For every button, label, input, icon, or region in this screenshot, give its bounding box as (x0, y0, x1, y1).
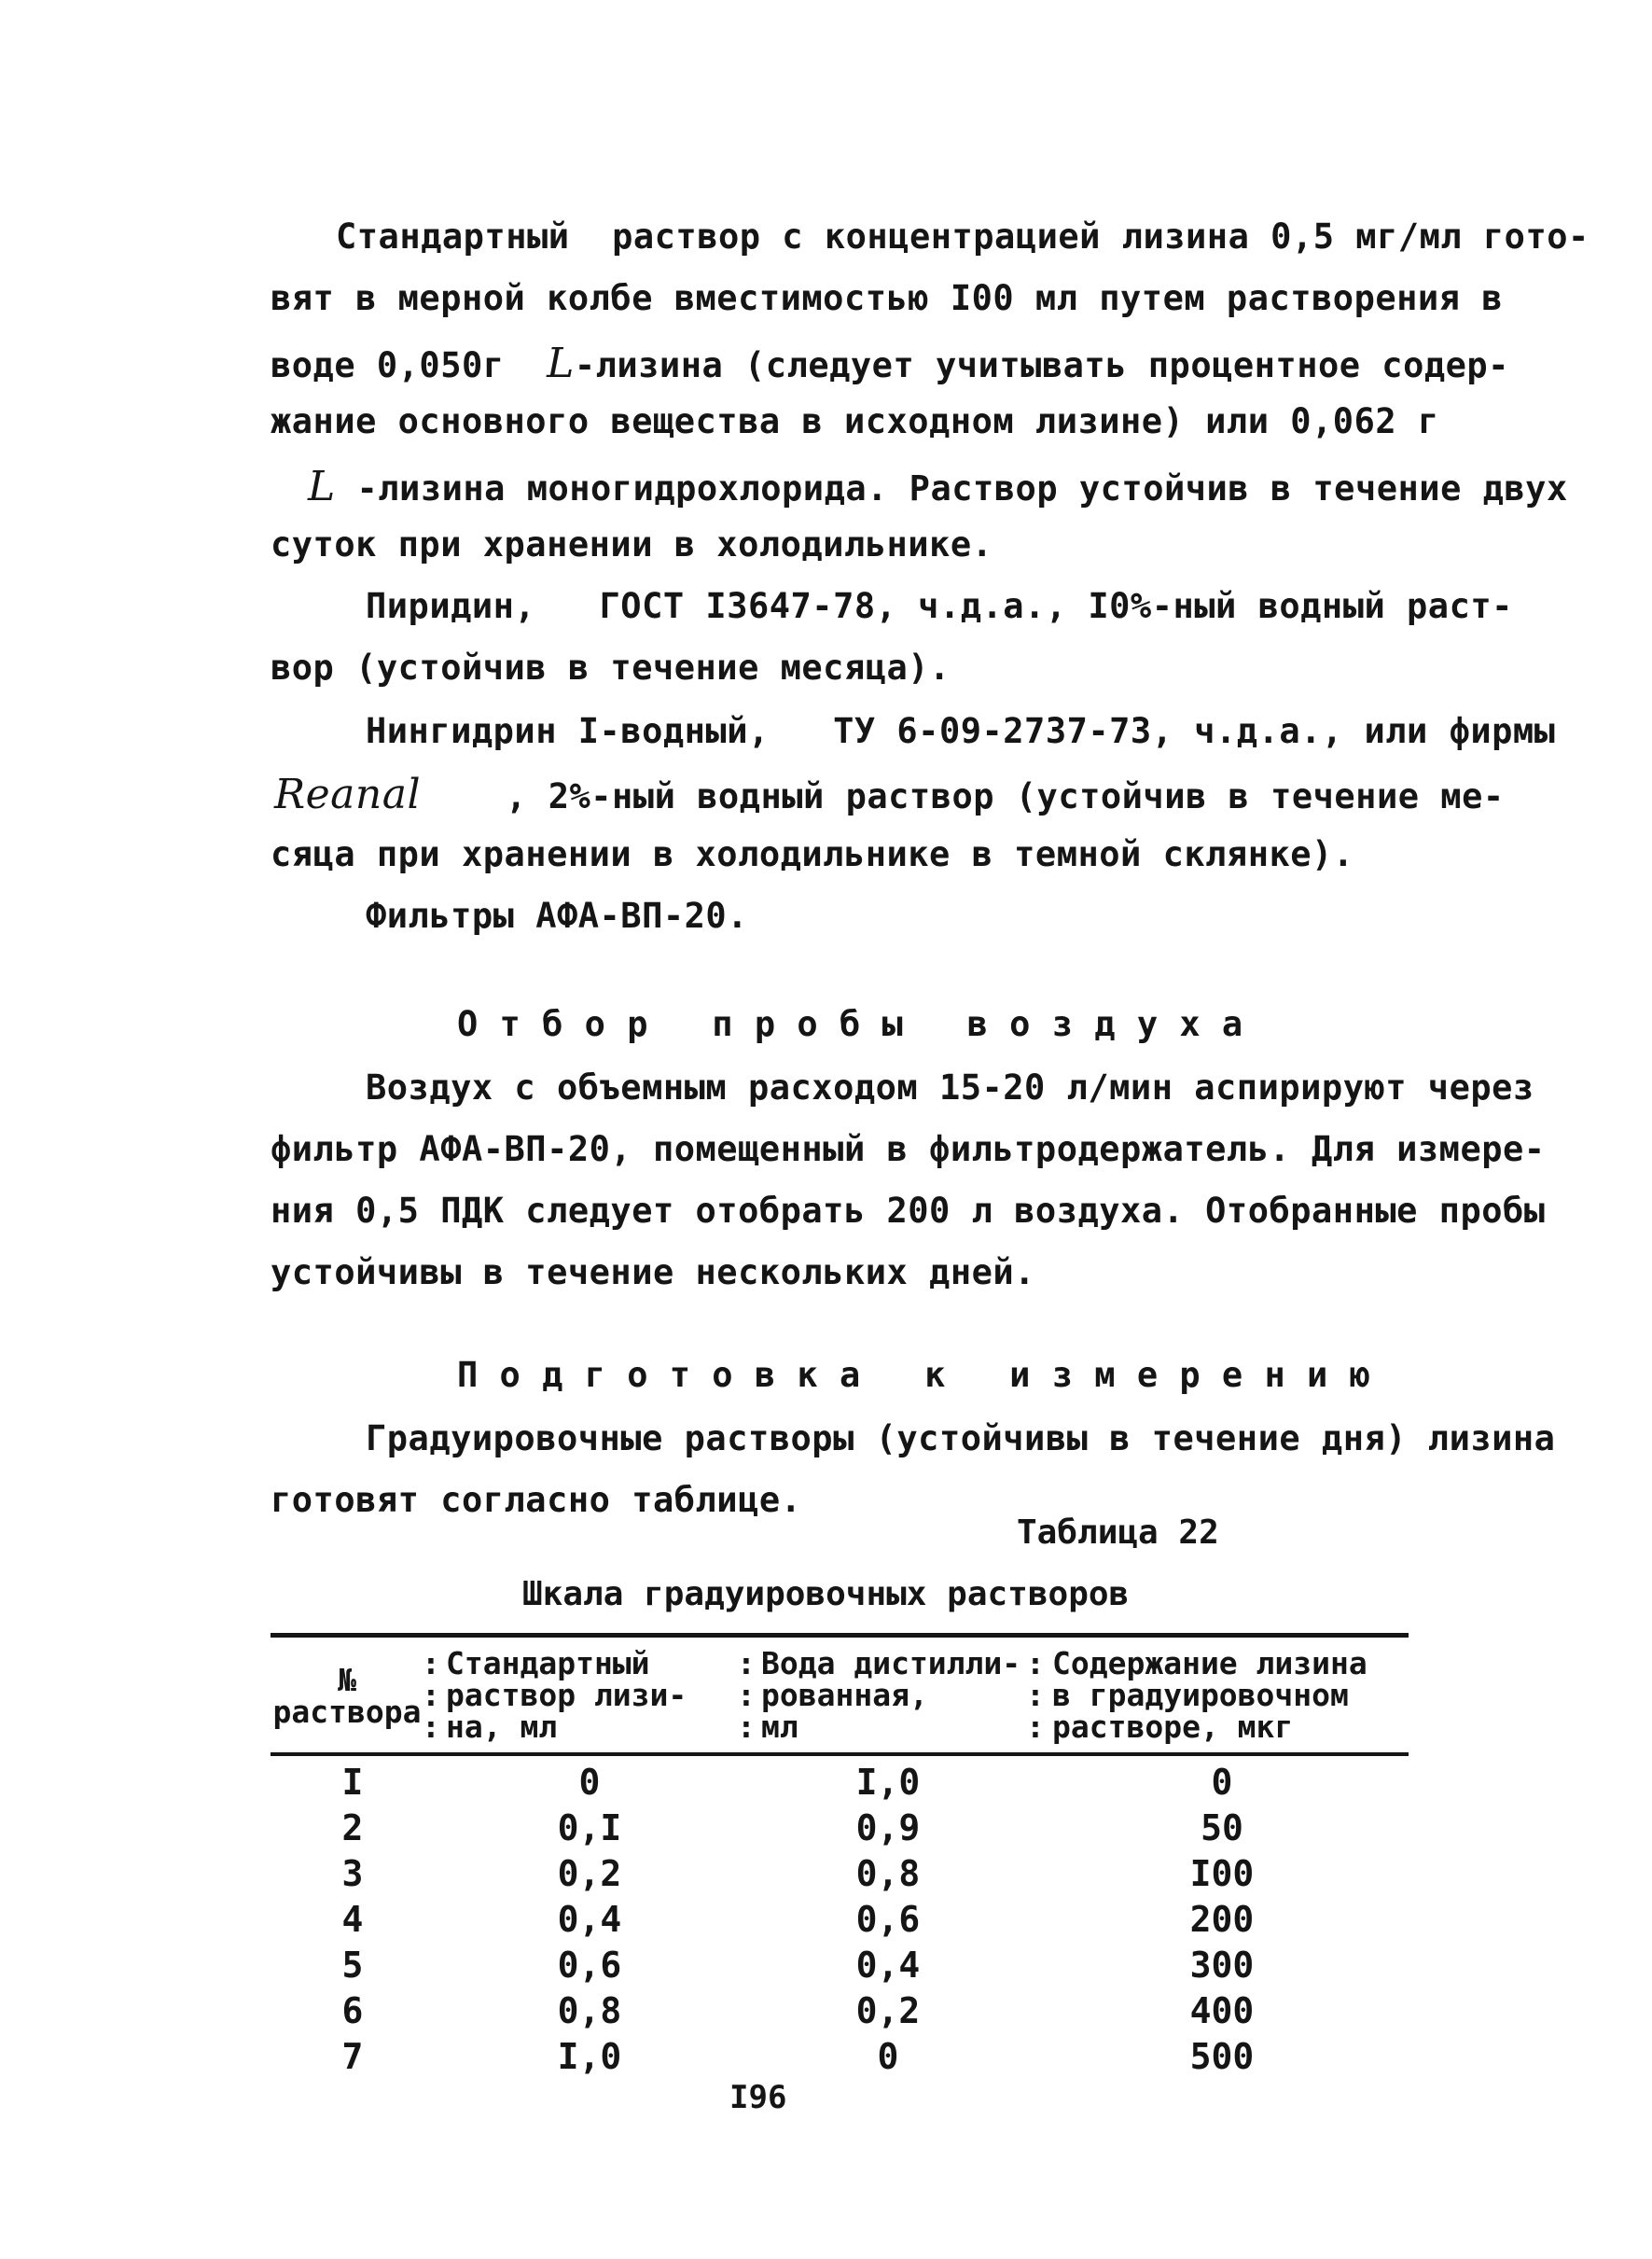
text-line: суток при хранении в холодильнике. (271, 524, 993, 565)
table-cell: 0,6 (855, 1899, 921, 1940)
table-cell: 0,2 (855, 1990, 921, 2031)
table-cell: 5 (341, 1945, 364, 1986)
table-cell: 0,4 (855, 1945, 921, 1986)
text-line: Воздух с объемным расходом 15-20 л/мин аспирируют через (366, 1067, 1534, 1108)
table-cell: 0,8 (557, 1990, 622, 2031)
table-cell: 0,6 (557, 1945, 622, 1986)
column-separator: : : : (737, 1645, 756, 1745)
table-cell: 6 (341, 1990, 364, 2031)
table-cell: I (341, 1762, 364, 1803)
column-header-number: № раствора (272, 1662, 422, 1730)
table-cell: 400 (1189, 1990, 1255, 2031)
table-cell: 200 (1189, 1899, 1255, 1940)
text-line: устойчивы в течение нескольких дней. (271, 1252, 1035, 1292)
table-cell: 0,9 (855, 1807, 921, 1848)
column-header-distilled-water: Вода дистилли- рованная, мл (761, 1645, 1021, 1745)
table-top-rule (271, 1633, 1409, 1638)
table-cell: 0,4 (557, 1899, 622, 1940)
text-line: готовят согласно таблице. (271, 1480, 802, 1520)
table-title: Шкала градуировочных растворов (522, 1575, 1130, 1613)
table-cell: I,0 (855, 1762, 921, 1803)
handwritten-l: L (308, 463, 336, 510)
table-cell: 0,2 (557, 1853, 622, 1894)
table-cell: 3 (341, 1853, 364, 1894)
text-line: Градуировочные растворы (устойчивы в течение дня) лизина (366, 1418, 1556, 1458)
table-cell: 2 (341, 1807, 364, 1848)
column-header-standard-solution: Стандартный раствор лизи- на, мл (446, 1645, 687, 1745)
table-cell: 0,I (557, 1807, 622, 1848)
text-line: воде 0,050г L-лизина (следует учитывать процентное содер- (271, 340, 1509, 387)
table-cell: 4 (341, 1899, 364, 1940)
table-cell: I00 (1189, 1853, 1255, 1894)
table-cell: 50 (1201, 1807, 1243, 1848)
section-heading-preparation: П о д г о т о в к а к и з м е р е н и ю (457, 1355, 1371, 1395)
table-cell: 0 (578, 1762, 601, 1803)
table-cell: 7 (341, 2036, 364, 2077)
text-line: жание основного вещества в исходном лизине) или 0,062 г (271, 401, 1439, 441)
table-cell: 0,8 (855, 1853, 921, 1894)
table-cell: 0 (1211, 1762, 1233, 1803)
handwritten-reanal: Reanal (274, 771, 422, 818)
column-separator: : : : (1026, 1645, 1045, 1745)
text-line: сяца при хранении в холодильнике в темной склянке). (271, 834, 1354, 874)
column-header-lysine-content: Содержание лизина в градуировочном растворе, мкг (1052, 1645, 1367, 1745)
text-line: фильтр АФА-ВП-20, помещенный в фильтродержатель. Для измере- (271, 1129, 1546, 1169)
table-cell: 300 (1189, 1945, 1255, 1986)
table-header-rule (271, 1752, 1409, 1756)
table-cell: 0 (877, 2036, 899, 2077)
text-line: Пиридин, ГОСТ I3647-78, ч.д.а., I0%-ный водный раст- (366, 586, 1513, 626)
text-line: Reanal , 2%-ный водный раствор (устойчив в течение ме- (274, 771, 1505, 818)
text-line: вят в мерной колбе вместимостью I00 мл путем растворения в (271, 278, 1504, 318)
table-cell: 500 (1189, 2036, 1255, 2077)
text-line: вор (устойчив в течение месяца). (271, 648, 951, 688)
text-line: Нингидрин I-водный, ТУ 6-09-2737-73, ч.д.а., или фирмы (366, 711, 1556, 751)
section-heading-sampling: О т б о р п р о б ы в о з д у х а (457, 1004, 1243, 1044)
text-line: Фильтры АФА-ВП-20. (366, 896, 748, 936)
text-line: L -лизина моногидрохлорида. Раствор устойчив в течение двух (308, 463, 1568, 510)
text-line: ния 0,5 ПДК следует отобрать 200 л воздуха. Отобранные пробы (271, 1191, 1546, 1231)
page-number: I96 (729, 2079, 787, 2116)
handwritten-l: L (547, 340, 575, 387)
column-separator: : : : (422, 1645, 440, 1745)
table-label: Таблица 22 (1017, 1513, 1219, 1552)
table-cell: I,0 (557, 2036, 622, 2077)
text-line: Стандартный раствор с концентрацией лизина 0,5 мг/мл гото- (336, 216, 1590, 257)
